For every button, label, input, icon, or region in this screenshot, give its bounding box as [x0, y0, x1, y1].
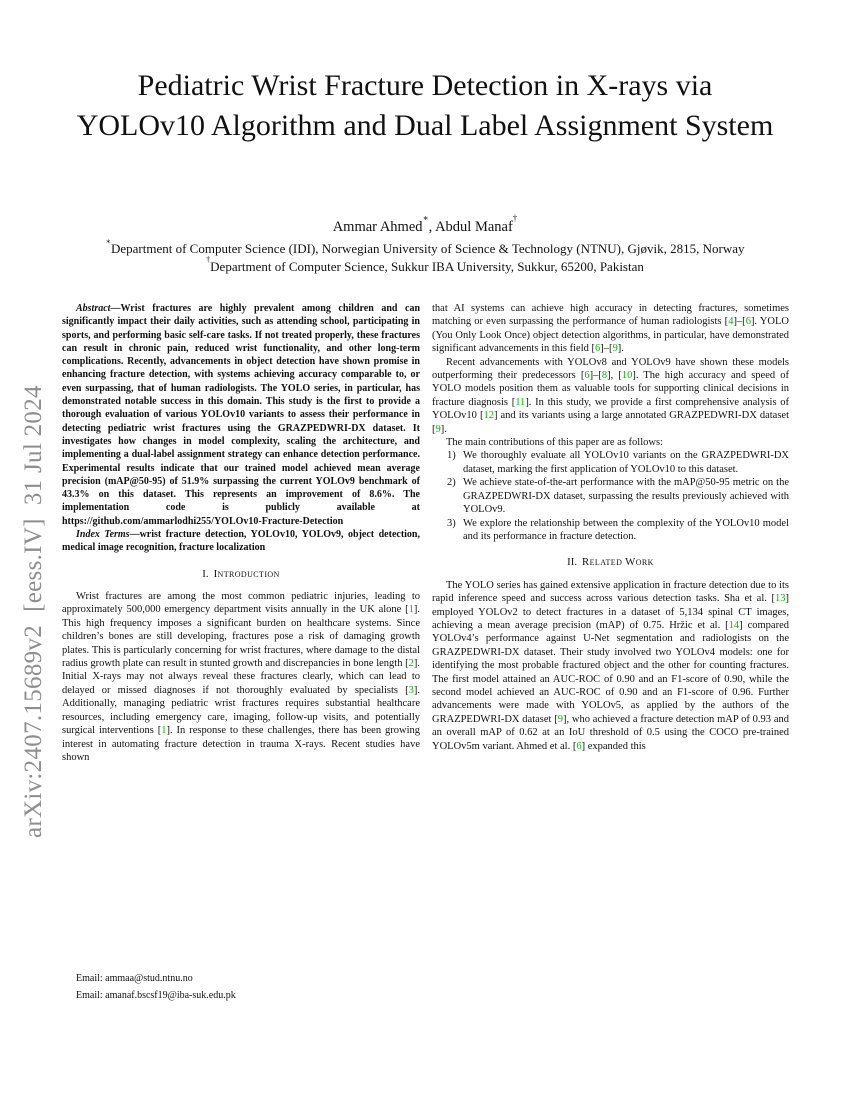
- citation-link[interactable]: 6: [576, 740, 582, 752]
- author-affiliation-mark: ∗: [422, 213, 429, 224]
- citation-link[interactable]: 10: [621, 370, 633, 382]
- abstract-text: —Wrist fractures are highly prevalent among children and can significantly impact their daily activities, such as attending school, participating in sports, and performing basic self-care tasks. If not treated properly, these fractures can result in chronic pain, reduced wrist functionality, and other long-term complications. Recently, advancements in object detection have shown promise in enhancing fracture detection, with systems achieving accuracy comparable to, or even surpassing, that of human radiologists. The YOLO series, in particular, has demonstrated notable success in this domain. This study is the first to provide a thorough evaluation of various YOLOv10 variants to assess their performance in detecting pediatric wrist fractures using the GRAZPEDWRI-DX dataset. It investigates how changes in model complexity, scaling the architecture, and implementing a dual-label assignment strategy can enhance detection performance. Experimental results indicate that our trained model achieved mean average precision (mAP@50-95) of 51.9% surpassing the current YOLOv9 benchmark of 43.3% on this dataset. This represents an improvement of 8.6%. The implementation code is publicly available at https://github.com/ammarlodhi255/YOLOv10-Fracture-Detection: [62, 303, 420, 527]
- section-heading-introduction: [62, 568, 420, 581]
- citation-link[interactable]: 12: [483, 410, 494, 422]
- contribution-item: [432, 449, 789, 476]
- author-separator: ,: [428, 219, 436, 235]
- intro-paragraph-1: Wrist fractures are among the most common pediatric injuries, leading to approximately 500,000 emergency department visits annually in the UK alone [1]. This high frequency imposes a significant burden on healthcare systems. Since children’s bones are still developing, fractures pose a risk of damaging growth plates. This is particularly concerning for wrist fractures, where damage to the distal radius growth plate can result in stunted growth and discrepancies in bone length [2]. Initial X-rays may not always reveal these fractures clearly, which can lead to delayed or missed diagnoses if not thoroughly evaluated by specialists [3]. Additionally, managing pediatric wrist fractures requires substantial healthcare resources, including emergency care, imaging, follow-up visits, and potentially surgical interventions [1]. In response to these challenges, there has been growing interest in automating fracture detection in trauma X-rays. Recent studies have shown: [62, 591, 420, 763]
- affiliation-mark: †: [206, 254, 211, 264]
- citation-link[interactable]: 8: [601, 370, 608, 382]
- paper-title: Pediatric Wrist Fracture Detection in X-rays via YOLOv10 Algorithm and Dual Label Assignment System: [76, 69, 774, 142]
- section-heading-related-work: [432, 556, 789, 569]
- citation-link[interactable]: 1: [161, 725, 167, 737]
- list-item-text: We achieve state-of-the-art performance with the mAP@50-95 metric on the GRAZPEDWRI-DX dataset, surpassing the results previously achieved with YOLOv9.: [463, 477, 789, 516]
- authors-line: [0, 213, 850, 236]
- affiliation-line: [0, 237, 850, 258]
- citation-link[interactable]: 4: [728, 316, 734, 328]
- list-item-text: We explore the relationship between the complexity of the YOLOv10 model and its performance in fracture detection.: [463, 517, 789, 542]
- index-terms-text: —wrist fracture detection, YOLOv10, YOLOv9, object detection, medical image recognition, fracture localization: [62, 529, 420, 554]
- intro-paragraph-2: that AI systems can achieve high accuracy in detecting fractures, sometimes matching or even surpassing the performance of human radiologists [4]–[6]. YOLO (You Only Look Once) object detection algorithms, in particular, have demonstrated significant advancements in this field [6]–[9].: [432, 303, 789, 355]
- author-emails-footnote: [62, 970, 420, 1004]
- section-number: I.: [202, 567, 209, 580]
- citation-link[interactable]: 9: [612, 343, 618, 355]
- left-column: [62, 302, 420, 764]
- affiliation-line: [0, 254, 850, 276]
- affiliation-text: Department of Computer Science (IDI), Norwegian University of Science & Technology (NTNU), Gjøvik, 2815, Norway: [110, 241, 745, 256]
- abstract-paragraph: [62, 302, 420, 528]
- citation-link[interactable]: 9: [557, 713, 563, 725]
- citation-link[interactable]: 2: [408, 658, 414, 670]
- section-title: Introduction: [213, 567, 280, 580]
- index-terms-label: Index Terms: [76, 529, 130, 541]
- citation-link[interactable]: 11: [515, 396, 526, 408]
- contribution-item: [432, 517, 789, 544]
- citation-link[interactable]: 6: [745, 316, 751, 328]
- author-name: Ammar Ahmed: [332, 219, 423, 235]
- citation-link[interactable]: 14: [728, 619, 740, 631]
- intro-paragraph-3: Recent advancements with YOLOv8 and YOLOv9 have shown these models outperforming their predecessors [6]–[8], [10]. The high accuracy and speed of YOLO models position them as valuable tools for supporting clinical decisions in fracture diagnosis [11]. In this study, we provide a first comprehensive analysis of YOLOv10 [12] and its variants using a large annotated GRAZPEDWRI-DX dataset [9].: [432, 356, 789, 435]
- list-item-number: 3): [447, 517, 456, 529]
- index-terms-paragraph: [62, 528, 420, 555]
- affiliation-text: Department of Computer Science, Sukkur IBA University, Sukkur, 65200, Pakistan: [210, 258, 644, 274]
- email-line: Email: ammaa@stud.ntnu.no: [76, 973, 193, 984]
- citation-link[interactable]: 6: [584, 370, 590, 382]
- right-column: [432, 302, 789, 753]
- contributions-list: [432, 449, 789, 543]
- arxiv-sidebar-label: arXiv:2407.15689v2 [eess.IV] 31 Jul 2024: [20, 385, 47, 838]
- email-line: Email: amanaf.bscsf19@iba-suk.edu.pk: [76, 990, 236, 1001]
- intro-paragraph-4: The main contributions of this paper are as follows:: [446, 437, 663, 449]
- section-title: Related Work: [582, 556, 654, 569]
- related-work-paragraph-1: The YOLO series has gained extensive application in fracture detection due to its rapid inference speed and success across various detection tasks. Sha et al. [13] employed YOLOv2 to detect fractures in a dataset of 5,134 spinal CT images, achieving a mean average precision (mAP) of 0.75. Hržic et al. [14] compared YOLOv4’s performance against U-Net segmentation and radiologists on the GRAZPEDWRI-DX dataset. Their study involved two YOLOv4 models: one for identifying the most probable fractured object and the other for counting fractures. The first model attained an AUC-ROC of 0.90 and an F1-score of 0.90, while the second model achieved an AUC-ROC of 0.90 and an F1-score of 0.96. Further advancements were made with YOLOv5, as applied by the authors of the GRAZPEDWRI-DX dataset [9], who achieved a fracture detection mAP of 0.93 and an overall mAP of 0.62 at an IoU threshold of 0.5 using the COCO pre-trained YOLOv5m variant. Ahmed et al. [6] expanded this: [432, 579, 789, 752]
- citation-link[interactable]: 3: [408, 684, 414, 696]
- affiliation-mark: ∗: [105, 237, 111, 247]
- author-name: Abdul Manaf: [435, 219, 513, 235]
- contribution-item: [432, 476, 789, 516]
- affiliations-block: [0, 237, 850, 275]
- author-affiliation-mark: †: [512, 213, 518, 224]
- citation-link[interactable]: 9: [435, 423, 441, 435]
- citation-link[interactable]: 13: [775, 593, 786, 605]
- list-item-text: We thoroughly evaluate all YOLOv10 variants on the GRAZPEDWRI-DX dataset, marking the first application of YOLOv10 to this dataset.: [463, 450, 789, 475]
- list-item-number: 1): [447, 450, 456, 462]
- citation-link[interactable]: 1: [408, 604, 414, 616]
- list-item-number: 2): [447, 477, 456, 489]
- abstract-label: Abstract: [76, 303, 111, 314]
- citation-link[interactable]: 6: [595, 343, 601, 355]
- section-number: II.: [567, 556, 578, 569]
